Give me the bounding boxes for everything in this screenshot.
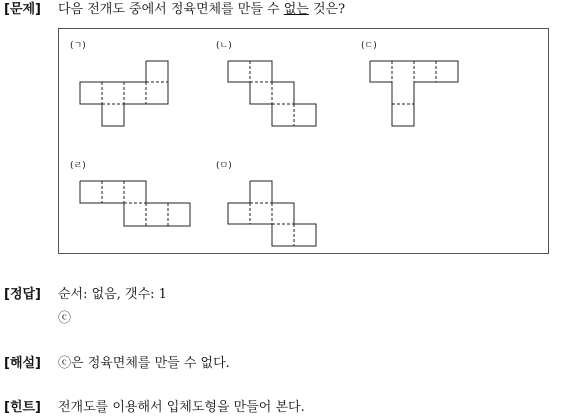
explanation-tag: [해설] [4, 356, 41, 371]
hint-text: 전개도를 이용해서 입체도형을 만들어 본다. [58, 400, 305, 415]
answer-tag: [정답] [4, 287, 41, 302]
net-c [370, 61, 458, 126]
net-b [228, 61, 316, 126]
explanation-text: ⓒ은 정육면체를 만들 수 없다. [58, 356, 230, 371]
figure-label-c: (ㄷ) [361, 41, 377, 51]
figure-label-a: (ㄱ) [70, 41, 86, 51]
problem-text-underlined: 없는 [283, 2, 309, 17]
figure-label-d: (ㄹ) [70, 161, 86, 171]
answer-line2: ⓒ [58, 311, 72, 326]
figure-label-e: (ㅁ) [216, 161, 232, 171]
hint-tag: [힌트] [4, 400, 41, 415]
problem-text-after: 것은? [308, 2, 346, 17]
answer-line1: 순서: 없음, 갯수: 1 [58, 287, 167, 302]
figure-label-b: (ㄴ) [216, 41, 232, 51]
problem-tag: [문제] [4, 2, 41, 17]
net-d [80, 181, 190, 226]
net-a [80, 61, 168, 126]
problem-text-before: 다음 전개도 중에서 정육면체를 만들 수 [58, 2, 284, 17]
net-e [228, 181, 316, 246]
